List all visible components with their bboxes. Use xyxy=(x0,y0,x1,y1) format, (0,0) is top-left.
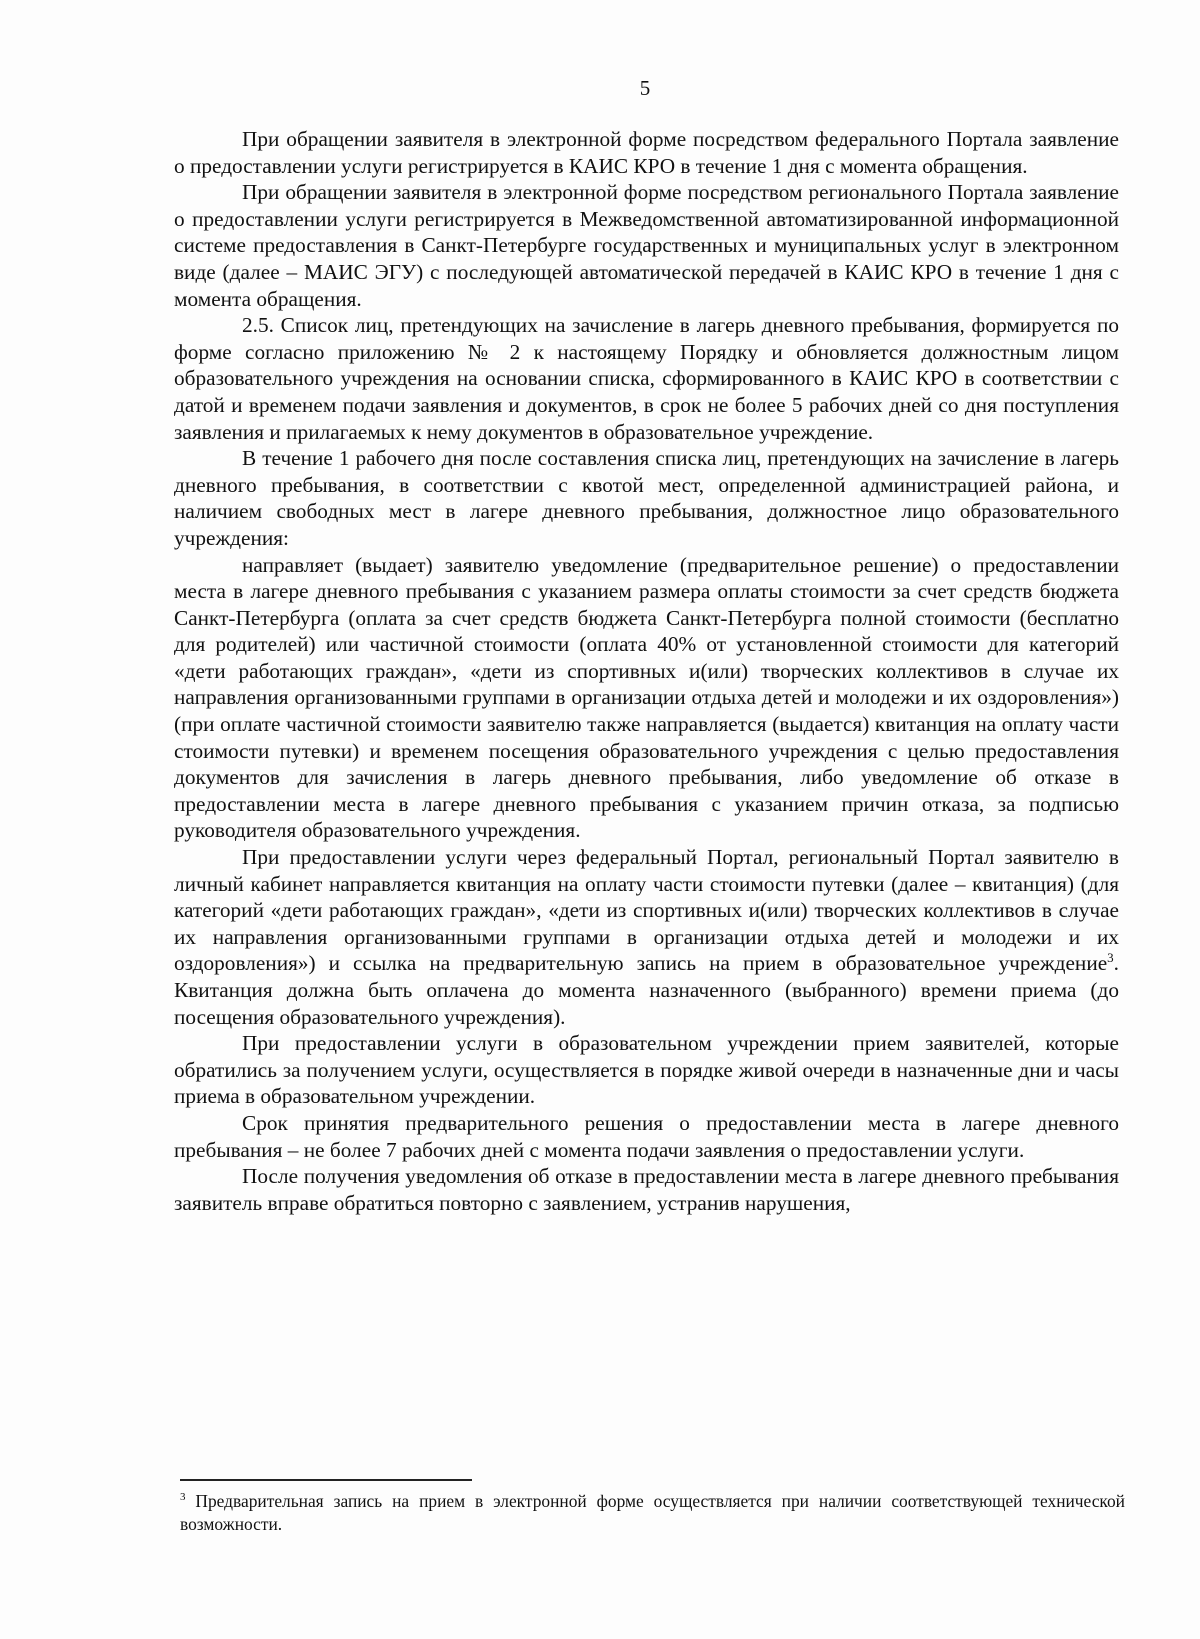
paragraph-sends-notice: направляет (выдает) заявителю уведомление (предварительное решение) о предоставлении места в лагере дневного пребывания с указанием размера оплаты стоимости за счет средств бюджета Санкт-Петербурга (оплата за счет средств бюджета Санкт-Петербурга полной стоимости (бесплатно для родителей) или частичной стоимости (оплата 40% от установленной стоимости для категорий «дети работающих граждан», «дети из спортивных и(или) творческих коллективов в случае их направления организованными группами в организации отдыха детей и молодежи и их оздоровления») (при оплате частичной стоимости заявителю также направляется (выдается) квитанция на оплату части стоимости путевки) и временем посещения образовательного учреждения с целью предоставления документов для зачисления в лагерь дневного пребывания, либо уведомление об отказе в предоставлении места в лагере дневного пребывания с указанием причин отказа, за подписью руководителя образовательного учреждения. xyxy=(174,552,1119,843)
document-body xyxy=(174,126,1119,1216)
footnote xyxy=(180,1490,1125,1536)
footnote-mark: 3 xyxy=(180,1491,186,1504)
paragraph-federal-portal: При обращении заявителя в электронной форме посредством федерального Портала заявление о предоставлении услуги регистрируется в КАИС КРО в течение 1 дня с момента обращения. xyxy=(174,127,1119,178)
paragraph-2-5-list: 2.5. Список лиц, претендующих на зачисление в лагерь дневного пребывания, формируется по форме согласно приложению № 2 к настоящему Порядку и обновляется должностным лицом образовательного учреждения на основании списка, сформированного в КАИС КРО в соответствии с датой и временем подачи заявления и документов, в срок не более 5 рабочих дней со дня поступления заявления и прилагаемых к нему документов в образовательное учреждение. xyxy=(174,313,1119,444)
footnote-text: Предварительная запись на прием в электронной форме осуществляется при наличии соответствующей технической возможности. xyxy=(180,1491,1125,1534)
page-number: 5 xyxy=(639,76,651,100)
paragraph-in-person: При предоставлении услуги в образовательном учреждении прием заявителей, которые обратились за получением услуги, осуществляется в порядке живой очереди в назначенные дни и часы приема в образовательном учреждении. xyxy=(174,1031,1119,1109)
footnote-divider xyxy=(180,1479,472,1481)
paragraph-regional-portal: При обращении заявителя в электронной форме посредством регионального Портала заявление о предоставлении услуги регистрируется в Межведомственной автоматизированной информационной системе предоставления в Санкт-Петербурге государственных и муниципальных услуг в электронном виде (далее – МАИС ЭГУ) с последующей автоматической передачей в КАИС КРО в течение 1 дня с момента обращения. xyxy=(174,180,1119,311)
paragraph-after-refusal: После получения уведомления об отказе в предоставлении места в лагере дневного пребывания заявитель вправе обратиться повторно с заявлением, устранив нарушения, xyxy=(174,1164,1119,1215)
paragraph-portal-receipt xyxy=(174,844,1119,1030)
paragraph-decision-term: Срок принятия предварительного решения о предоставлении места в лагере дневного пребывания – не более 7 рабочих дней с момента подачи заявления о предоставлении услуги. xyxy=(174,1110,1119,1162)
paragraph-within-1-day: В течение 1 рабочего дня после составления списка лиц, претендующих на зачисление в лагерь дневного пребывания, в соответствии с квотой мест, определенной администрацией района, и наличием свободных мест в лагере дневного пребывания, должностное лицо образовательного учреждения: xyxy=(174,446,1119,550)
paragraph-portal-receipt-tail: . Квитанция должна быть оплачена до момента назначенного (выбранного) времени приема (до посещения образовательного учреждения). xyxy=(174,951,1119,1029)
paragraph-portal-receipt-text: При предоставлении услуги через федеральный Портал, региональный Портал заявителю в личный кабинет направляется квитанция на оплату части стоимости путевки (далее – квитанция) (для категорий «дети работающих граждан», «дети из спортивных и(или) творческих коллективов в случае их направления организованными группами в организации отдыха детей и молодежи и их оздоровления») и ссылка на предварительную запись на прием в образовательное учреждение xyxy=(174,845,1119,976)
footnote-reference: 3 xyxy=(1107,950,1114,966)
